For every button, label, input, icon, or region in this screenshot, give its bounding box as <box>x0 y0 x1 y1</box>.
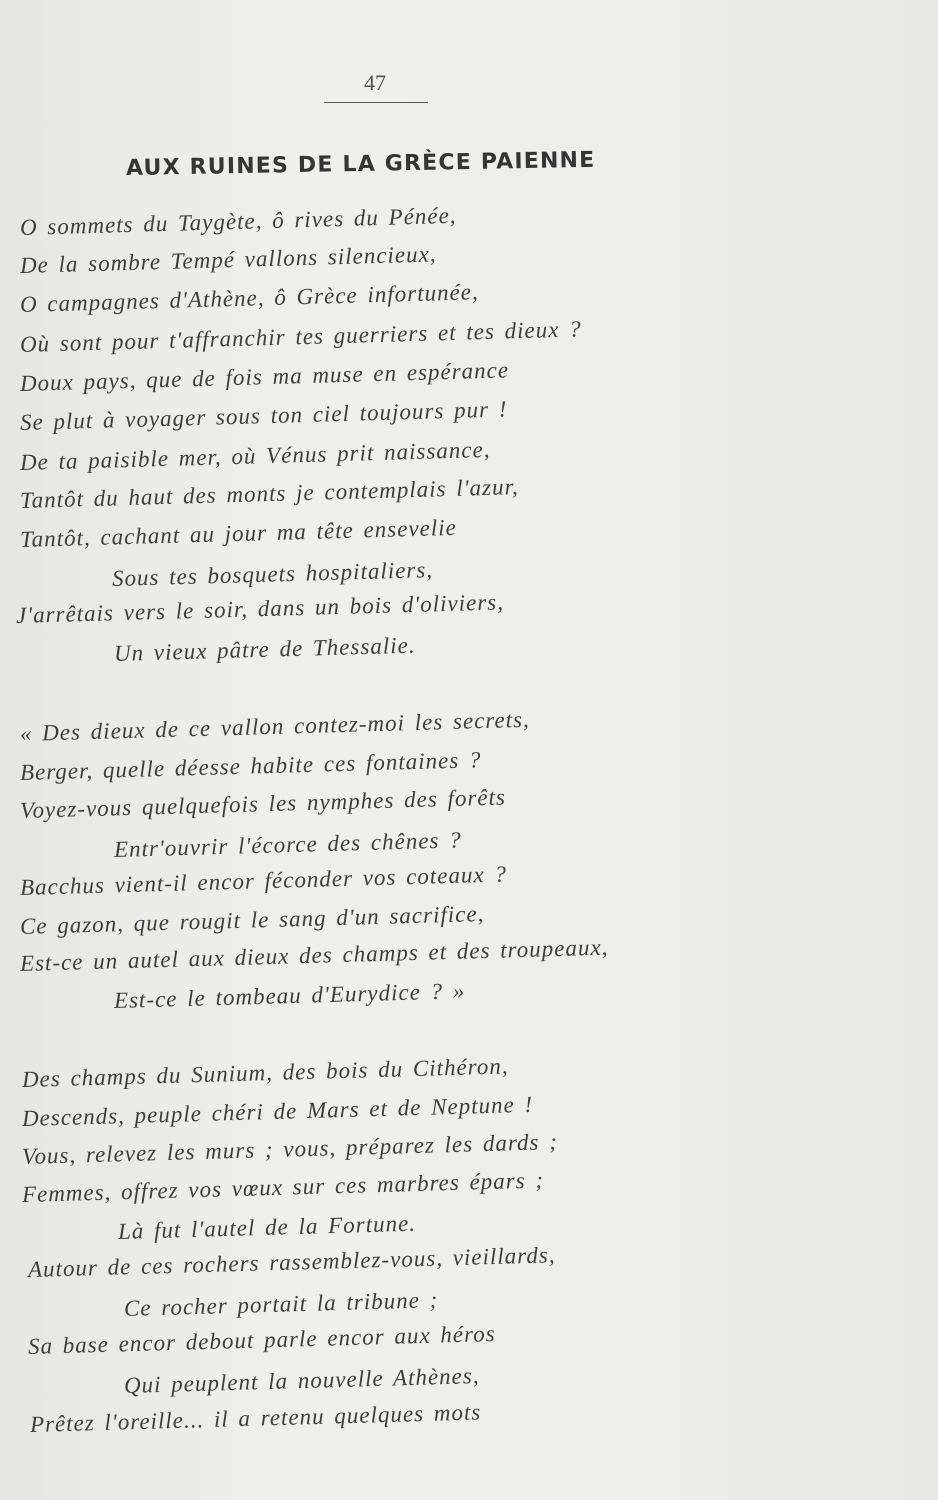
verse-line: Tantôt, cachant au jour ma tête ensevelie <box>19 514 458 552</box>
page-number-rule <box>324 102 428 103</box>
verse-line: Sa base encor debout parle encor aux héros <box>27 1320 496 1359</box>
verse-line: Autour de ces rochers rassemblez-vous, vieillards, <box>27 1242 556 1282</box>
verse-line-indented: Entr'ouvrir l'écorce des chênes ? <box>113 827 462 862</box>
verse-line: De la sombre Tempé vallons silencieux, <box>19 241 437 278</box>
verse-line: « Des dieux de ce vallon contez-moi les secrets, <box>19 706 531 746</box>
verse-line: Des champs du Sunium, des bois du Cithéron, <box>21 1053 509 1092</box>
verse-line-indented: Est-ce le tombeau d'Eurydice ? » <box>113 978 466 1013</box>
verse-line-indented: Ce rocher portait la tribune ; <box>123 1287 439 1321</box>
verse-line: Voyez-vous quelquefois les nymphes des forêts <box>19 784 507 823</box>
verse-line: Descends, peuple chéri de Mars et de Neptune ! <box>21 1091 534 1131</box>
verse-line: Femmes, offrez vos vœux sur ces marbres épars ; <box>21 1167 545 1207</box>
verse-line: Prêtez l'oreille... il a retenu quelques mots <box>29 1399 482 1437</box>
page-number: 47 <box>364 70 386 95</box>
verse-line: Vous, relevez les murs ; vous, préparez les dards ; <box>21 1129 559 1169</box>
verse-line: Se plut à voyager sous ton ciel toujours pur ! <box>19 396 508 435</box>
verse-line: O campagnes d'Athène, ô Grèce infortunée, <box>19 279 479 317</box>
verse-line: J'arrêtais vers le soir, dans un bois d'oliviers, <box>15 589 505 628</box>
verse-line-indented: Un vieux pâtre de Thessalie. <box>113 632 416 666</box>
verse-line: De ta paisible mer, où Vénus prit naissance, <box>19 436 491 475</box>
verse-line: Doux pays, que de fois ma muse en espérance <box>19 357 510 396</box>
poem-title: AUX RUINES DE LA GRÈCE PAIENNE <box>125 147 596 181</box>
verse-line: Tantôt du haut des monts je contemplais l'azur, <box>19 474 520 513</box>
verse-line: Est-ce un autel aux dieux des champs et des troupeaux, <box>19 934 609 976</box>
verse-line: Ce gazon, que rougit le sang d'un sacrifice, <box>19 901 485 939</box>
verse-line: O sommets du Taygète, ô rives du Pénée, <box>19 202 457 240</box>
verse-line-indented: Qui peuplent la nouvelle Athènes, <box>123 1363 480 1398</box>
verse-line-indented: Sous tes bosquets hospitaliers, <box>111 557 434 591</box>
verse-line: Berger, quelle déesse habite ces fontaines ? <box>19 747 482 785</box>
verse-line: Où sont pour t'affranchir tes guerriers et tes dieux ? <box>19 316 582 357</box>
verse-line: Bacchus vient-il encor féconder vos coteaux ? <box>19 861 508 900</box>
verse-line-indented: Là fut l'autel de la Fortune. <box>117 1210 417 1244</box>
